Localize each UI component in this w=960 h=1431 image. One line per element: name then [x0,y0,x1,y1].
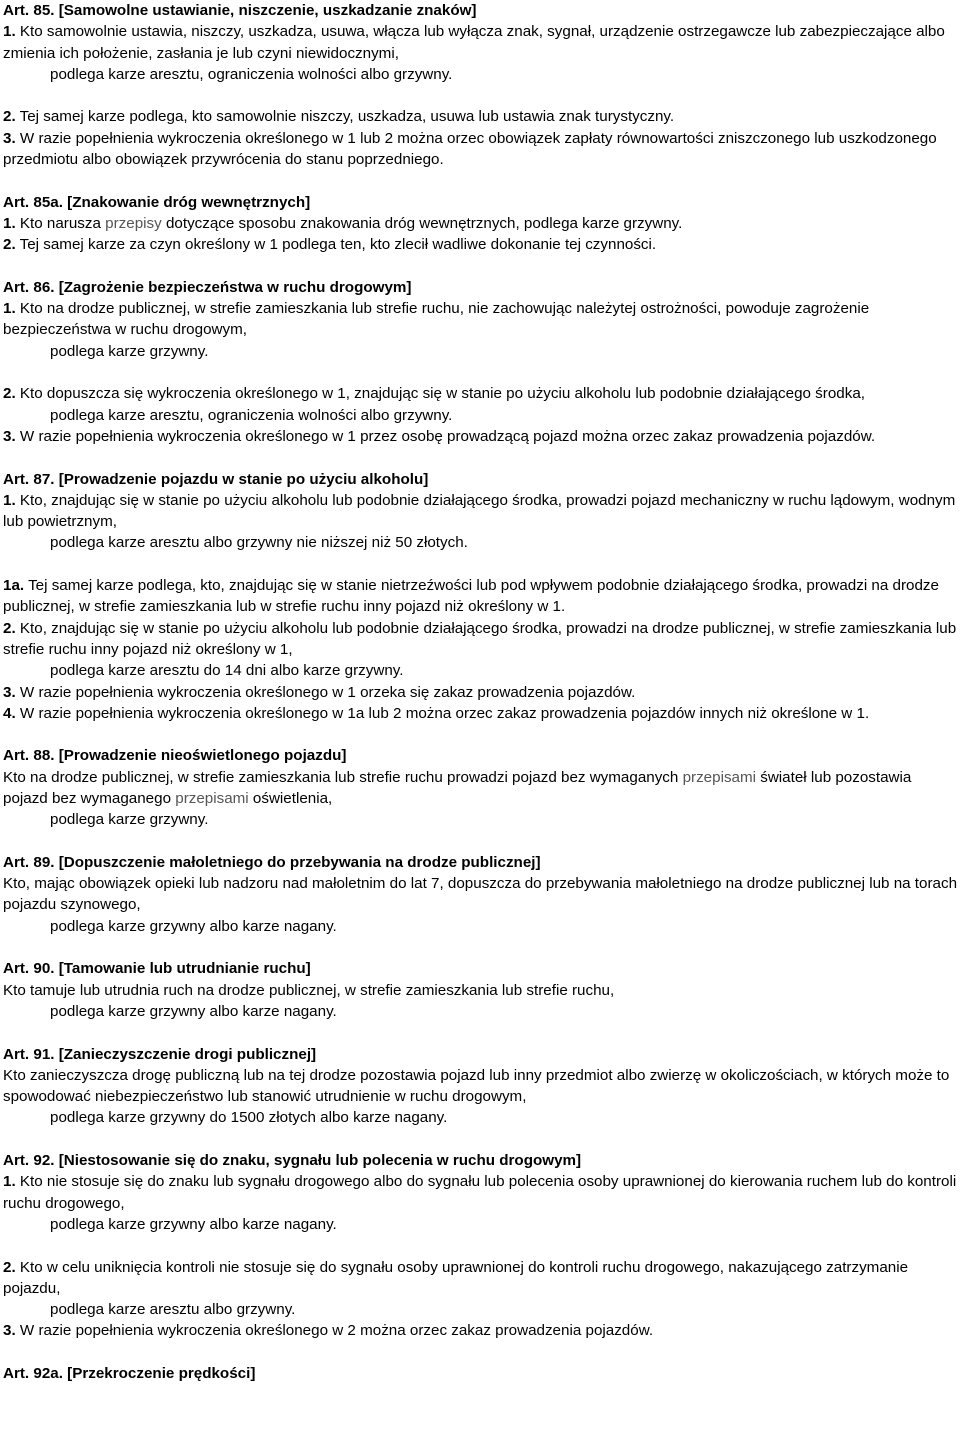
paragraph [3,383,960,404]
paragraph [3,980,960,1001]
paragraph [3,426,960,447]
paragraph-text: W razie popełnienia wykroczenia określonego w 1a lub 2 można orzec zakaz prowadzenia pojazdów innych niż określone w 1. [15,704,870,722]
paragraph [3,618,960,661]
paragraph [3,490,960,533]
spacer [3,724,960,745]
article-heading: Art. 86. [Zagrożenie bezpieczeństwa w ruchu drogowym] [3,278,412,296]
paragraph-text: Kto, znajdując się w stanie po użyciu alkoholu lub podobnie działającego środka, prowadzi na drodze publicznej, w strefie zamieszkania lub strefie ruchu inny pojazd niż określony w 1, [3,619,957,658]
article [3,831,960,937]
section-sign-number: 2. [3,619,16,637]
spacer [3,831,960,852]
paragraph-text: Kto narusza [15,214,106,232]
article [3,1342,960,1385]
spacer [3,447,960,468]
section-sign-number: 1. [3,23,16,41]
penalty-clause: podlega karze aresztu do 14 dni albo karze grzywny. [50,662,404,680]
spacer [3,554,960,575]
article [3,1129,960,1342]
paragraph-text: Kto na drodze publicznej, w strefie zamieszkania lub strefie ruchu, nie zachowując należytej ostrożności, powoduje zagrożenie bezpieczeństwa w ruchu drogowym, [3,300,870,339]
statute-link[interactable]: przepisami [682,768,757,786]
paragraph-text: Kto, znajdując się w stanie po użyciu alkoholu lub podobnie działającego środka, prowadzi pojazd mechaniczny w ruchu lądowym, wodnym lub powietrznym, [3,491,956,531]
spacer [3,937,960,958]
article [3,0,960,170]
paragraph [3,1320,960,1341]
article-heading: Art. 90. [Tamowanie lub utrudnianie ruchu] [3,960,311,978]
spacer [3,362,960,383]
section-sign-number: 3. [3,683,16,701]
article [3,724,960,830]
paragraph [3,1257,960,1300]
paragraph-text: W razie popełnienia wykroczenia określonego w 1 lub 2 można orzec obowiązek zapłaty równowartości zniszczonego lub uszkodzonego przedmiotu albo obowiązek przywrócenia do stanu poprzedniego. [3,129,937,169]
paragraph-text: Kto na drodze publicznej, w strefie zamieszkania lub strefie ruchu prowadzi pojazd bez wymaganych [3,768,683,786]
paragraph-text: Kto samowolnie ustawia, niszczy, uszkadza, usuwa, włącza lub wyłącza znak, sygnał, urządzenie ostrzegawcze lub zabezpieczające albo zmienia ich położenie, zasłania je lub czyni niewidocznymi, [3,23,945,62]
article [3,256,960,448]
section-sign-number: 2. [3,1258,16,1276]
article [3,1022,960,1128]
paragraph [3,106,960,127]
article [3,170,960,255]
section-sign-number: 1. [3,1173,16,1191]
paragraph-text: W razie popełnienia wykroczenia określonego w 1 orzeka się zakaz prowadzenia pojazdów. [15,683,636,701]
penalty-clause: podlega karze grzywny do 1500 złotych albo karze nagany. [50,1109,448,1127]
article-heading: Art. 85. [Samowolne ustawianie, niszczenie, uszkadzanie znaków] [3,2,477,19]
section-sign-number: 2. [3,108,16,126]
article-heading: Art. 89. [Dopuszczenie małoletniego do przebywania na drodze publicznej] [3,853,541,871]
section-sign-number: 1. [3,300,16,318]
spacer [3,1129,960,1150]
spacer [3,1235,960,1256]
paragraph [3,767,960,810]
paragraph-text: oświetlenia, [248,789,333,807]
paragraph-text: W razie popełnienia wykroczenia określonego w 1 przez osobę prowadzącą pojazd można orzec zakaz prowadzenia pojazdów. [15,427,876,445]
section-sign-number: 1. [3,491,16,509]
penalty-clause: podlega karze grzywny albo karze nagany. [50,1002,337,1020]
statute-link[interactable]: przepisy [105,214,162,232]
paragraph-text: W razie popełnienia wykroczenia określonego w 2 można orzec zakaz prowadzenia pojazdów. [15,1322,654,1340]
paragraph [3,21,960,64]
section-sign-number: 3. [3,1322,16,1340]
section-sign-number: 2. [3,236,16,254]
paragraph-text: świateł lub pozostawia pojazd bez wymaganego [3,768,912,807]
paragraph [3,128,960,171]
paragraph-text: Tej samej karze za czyn określony w 1 podlega ten, kto zlecił wadliwe dokonanie tej czynności. [15,236,657,254]
spacer [3,1342,960,1363]
article-heading: Art. 85a. [Znakowanie dróg wewnętrznych] [3,193,311,211]
penalty-clause: podlega karze grzywny. [50,811,209,829]
paragraph [3,873,960,916]
paragraph [3,298,960,341]
section-sign-number: 2. [3,385,16,403]
paragraph-text: Tej samej karze podlega, kto samowolnie niszczy, uszkadza, usuwa lub ustawia znak turystyczny. [15,108,675,126]
article-heading: Art. 87. [Prowadzenie pojazdu w stanie po użyciu alkoholu] [3,470,429,488]
penalty-clause: podlega karze aresztu albo grzywny. [50,1301,296,1319]
article-heading: Art. 92. [Niestosowanie się do znaku, sygnału lub polecenia w ruchu drogowym] [3,1152,582,1170]
paragraph-text: Tej samej karze podlega, kto, znajdując się w stanie nietrzeźwości lub pod wpływem podobnie działającego środka, prowadzi na drodze publicznej, w strefie zamieszkania lub w strefie ruchu inny pojazd niż określony w 1. [3,577,939,616]
paragraph [3,213,960,234]
statute-link[interactable]: przepisami [175,789,249,807]
penalty-clause: podlega karze grzywny albo karze nagany. [50,1215,337,1233]
paragraph-text: Kto nie stosuje się do znaku lub sygnału drogowego albo do sygnału lub polecenia osoby uprawnionej do kierowania ruchem lub do kontroli ruchu drogowego, [3,1173,957,1212]
paragraph-text: Kto dopuszcza się wykroczenia określonego w 1, znajdując się w stanie po użyciu alkoholu lub podobnie działającego środka, [15,385,865,403]
article [3,447,960,724]
paragraph-text: Kto tamuje lub utrudnia ruch na drodze publicznej, w strefie zamieszkania lub strefie ruchu, [3,981,615,999]
penalty-clause: podlega karze aresztu albo grzywny nie niższej niż 50 złotych. [50,534,468,552]
article-heading: Art. 92a. [Przekroczenie prędkości] [3,1365,256,1382]
penalty-clause: podlega karze grzywny. [50,342,209,360]
section-sign-number: 3. [3,129,16,147]
section-sign-number: 4. [3,704,16,722]
paragraph [3,682,960,703]
paragraph [3,575,960,618]
article-heading: Art. 91. [Zanieczyszczenie drogi publicznej] [3,1045,317,1063]
paragraph [3,1171,960,1214]
paragraph-text: dotyczące sposobu znakowania dróg wewnętrznych, podlega karze grzywny. [161,214,683,232]
paragraph [3,703,960,724]
article [3,937,960,1022]
paragraph [3,234,960,255]
paragraph-text: Kto, mając obowiązek opieki lub nadzoru nad małoletnim do lat 7, dopuszcza do przebywania małoletniego na drodze publicznej lub na torach pojazdu szynowego, [3,875,958,914]
section-sign-number: 1. [3,214,16,232]
spacer [3,256,960,277]
spacer [3,1022,960,1043]
penalty-clause: podlega karze aresztu, ograniczenia wolności albo grzywny. [50,65,453,83]
article-heading: Art. 88. [Prowadzenie nieoświetlonego pojazdu] [3,747,347,765]
paragraph-text: Kto w celu uniknięcia kontroli nie stosuje się do sygnału osoby uprawnionej do kontroli ruchu drogowego, nakazującego zatrzymanie pojazdu, [3,1258,909,1297]
section-sign-number: 3. [3,427,16,445]
section-sign-number: 1a. [3,577,25,595]
spacer [3,85,960,106]
penalty-clause: podlega karze grzywny albo karze nagany. [50,917,337,935]
paragraph-text: Kto zanieczyszcza drogę publiczną lub na tej drodze pozostawia pojazd lub inny przedmiot albo zwierzę w okoliczościach, w których może to spowodować niebezpieczeństwo lub stanowić utrudnienie w ruchu drogowym, [3,1066,950,1106]
paragraph [3,1065,960,1108]
spacer [3,170,960,191]
penalty-clause: podlega karze aresztu, ograniczenia wolności albo grzywny. [50,406,453,424]
